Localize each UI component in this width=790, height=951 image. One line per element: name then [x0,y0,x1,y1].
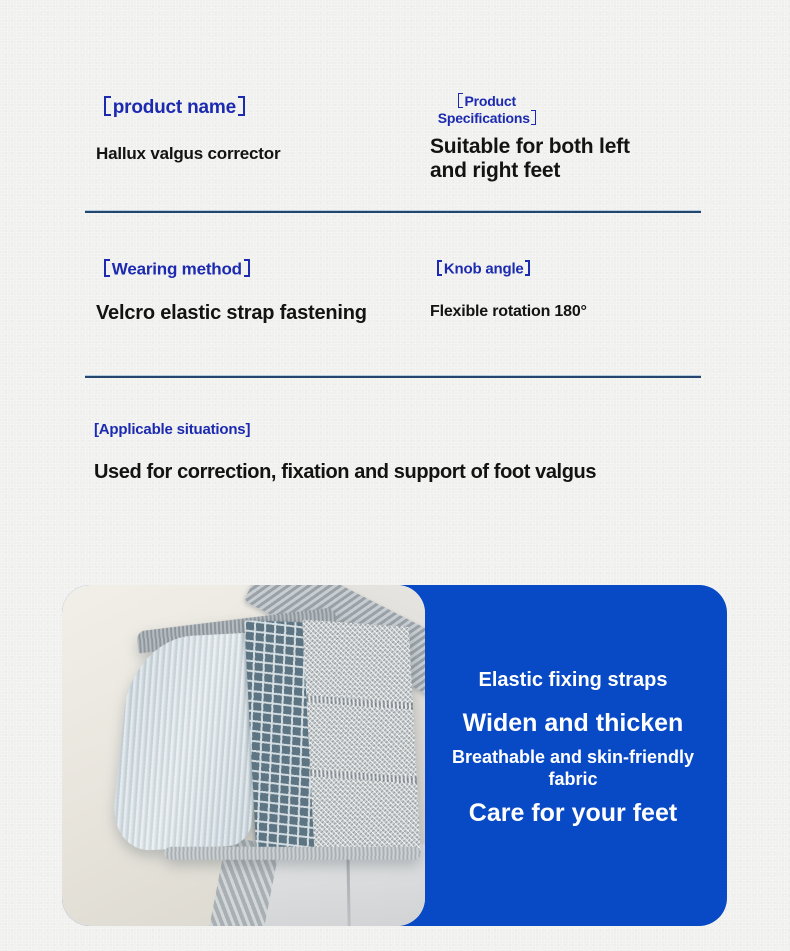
product-photo [62,585,425,926]
product-name-heading-text: product name [112,97,236,119]
strap-mesh-section [302,619,421,856]
bracket-open-icon [104,96,111,116]
knob-angle-heading [437,260,530,278]
applicable-situations-value: Used for correction, fixation and support of foot valgus [94,461,597,483]
main-velcro-strap [72,594,421,867]
pad-crease [346,851,351,926]
feature-panel [419,585,727,926]
bracket-close-icon [244,259,250,277]
mesh-seam [306,695,413,709]
knob-angle-value: Flexible rotation 180° [430,303,587,320]
mesh-seam [310,769,417,783]
feature-line: Care for your feet [468,798,678,827]
wearing-method-heading-text: Wearing method [111,259,242,279]
feature-line: Widen and thicken [462,709,684,737]
product-specs-heading [426,93,548,127]
bracket-open-icon [437,260,442,276]
bracket-close-icon [525,260,530,276]
product-name-value: Hallux valgus corrector [96,144,281,163]
strap-fuzzy-edge [164,847,420,860]
wearing-method-value: Velcro elastic strap fastening [96,302,367,324]
product-specs-value-line2: and right feet [430,158,561,182]
product-specs-value-line1: Suitable for both left [430,135,630,158]
section-divider [85,376,701,378]
applicable-situations-heading: [Applicable situations] [94,421,251,438]
feature-line: Elastic fixing straps [478,669,668,691]
product-specs-value [430,135,630,182]
bracket-close-icon [531,110,536,125]
bracket-open-icon [458,93,463,108]
bracket-open-icon [104,259,110,277]
section-divider [85,211,701,213]
wearing-method-heading [104,259,250,279]
knob-angle-heading-text: Knob angle [443,260,524,278]
feature-hero-section [62,585,727,926]
bracket-close-icon [238,96,245,116]
product-specs-heading-text: Product Specifications [437,93,530,126]
product-name-heading [104,96,245,119]
feature-line: Breathable and skin-friendly fabric [451,747,695,789]
